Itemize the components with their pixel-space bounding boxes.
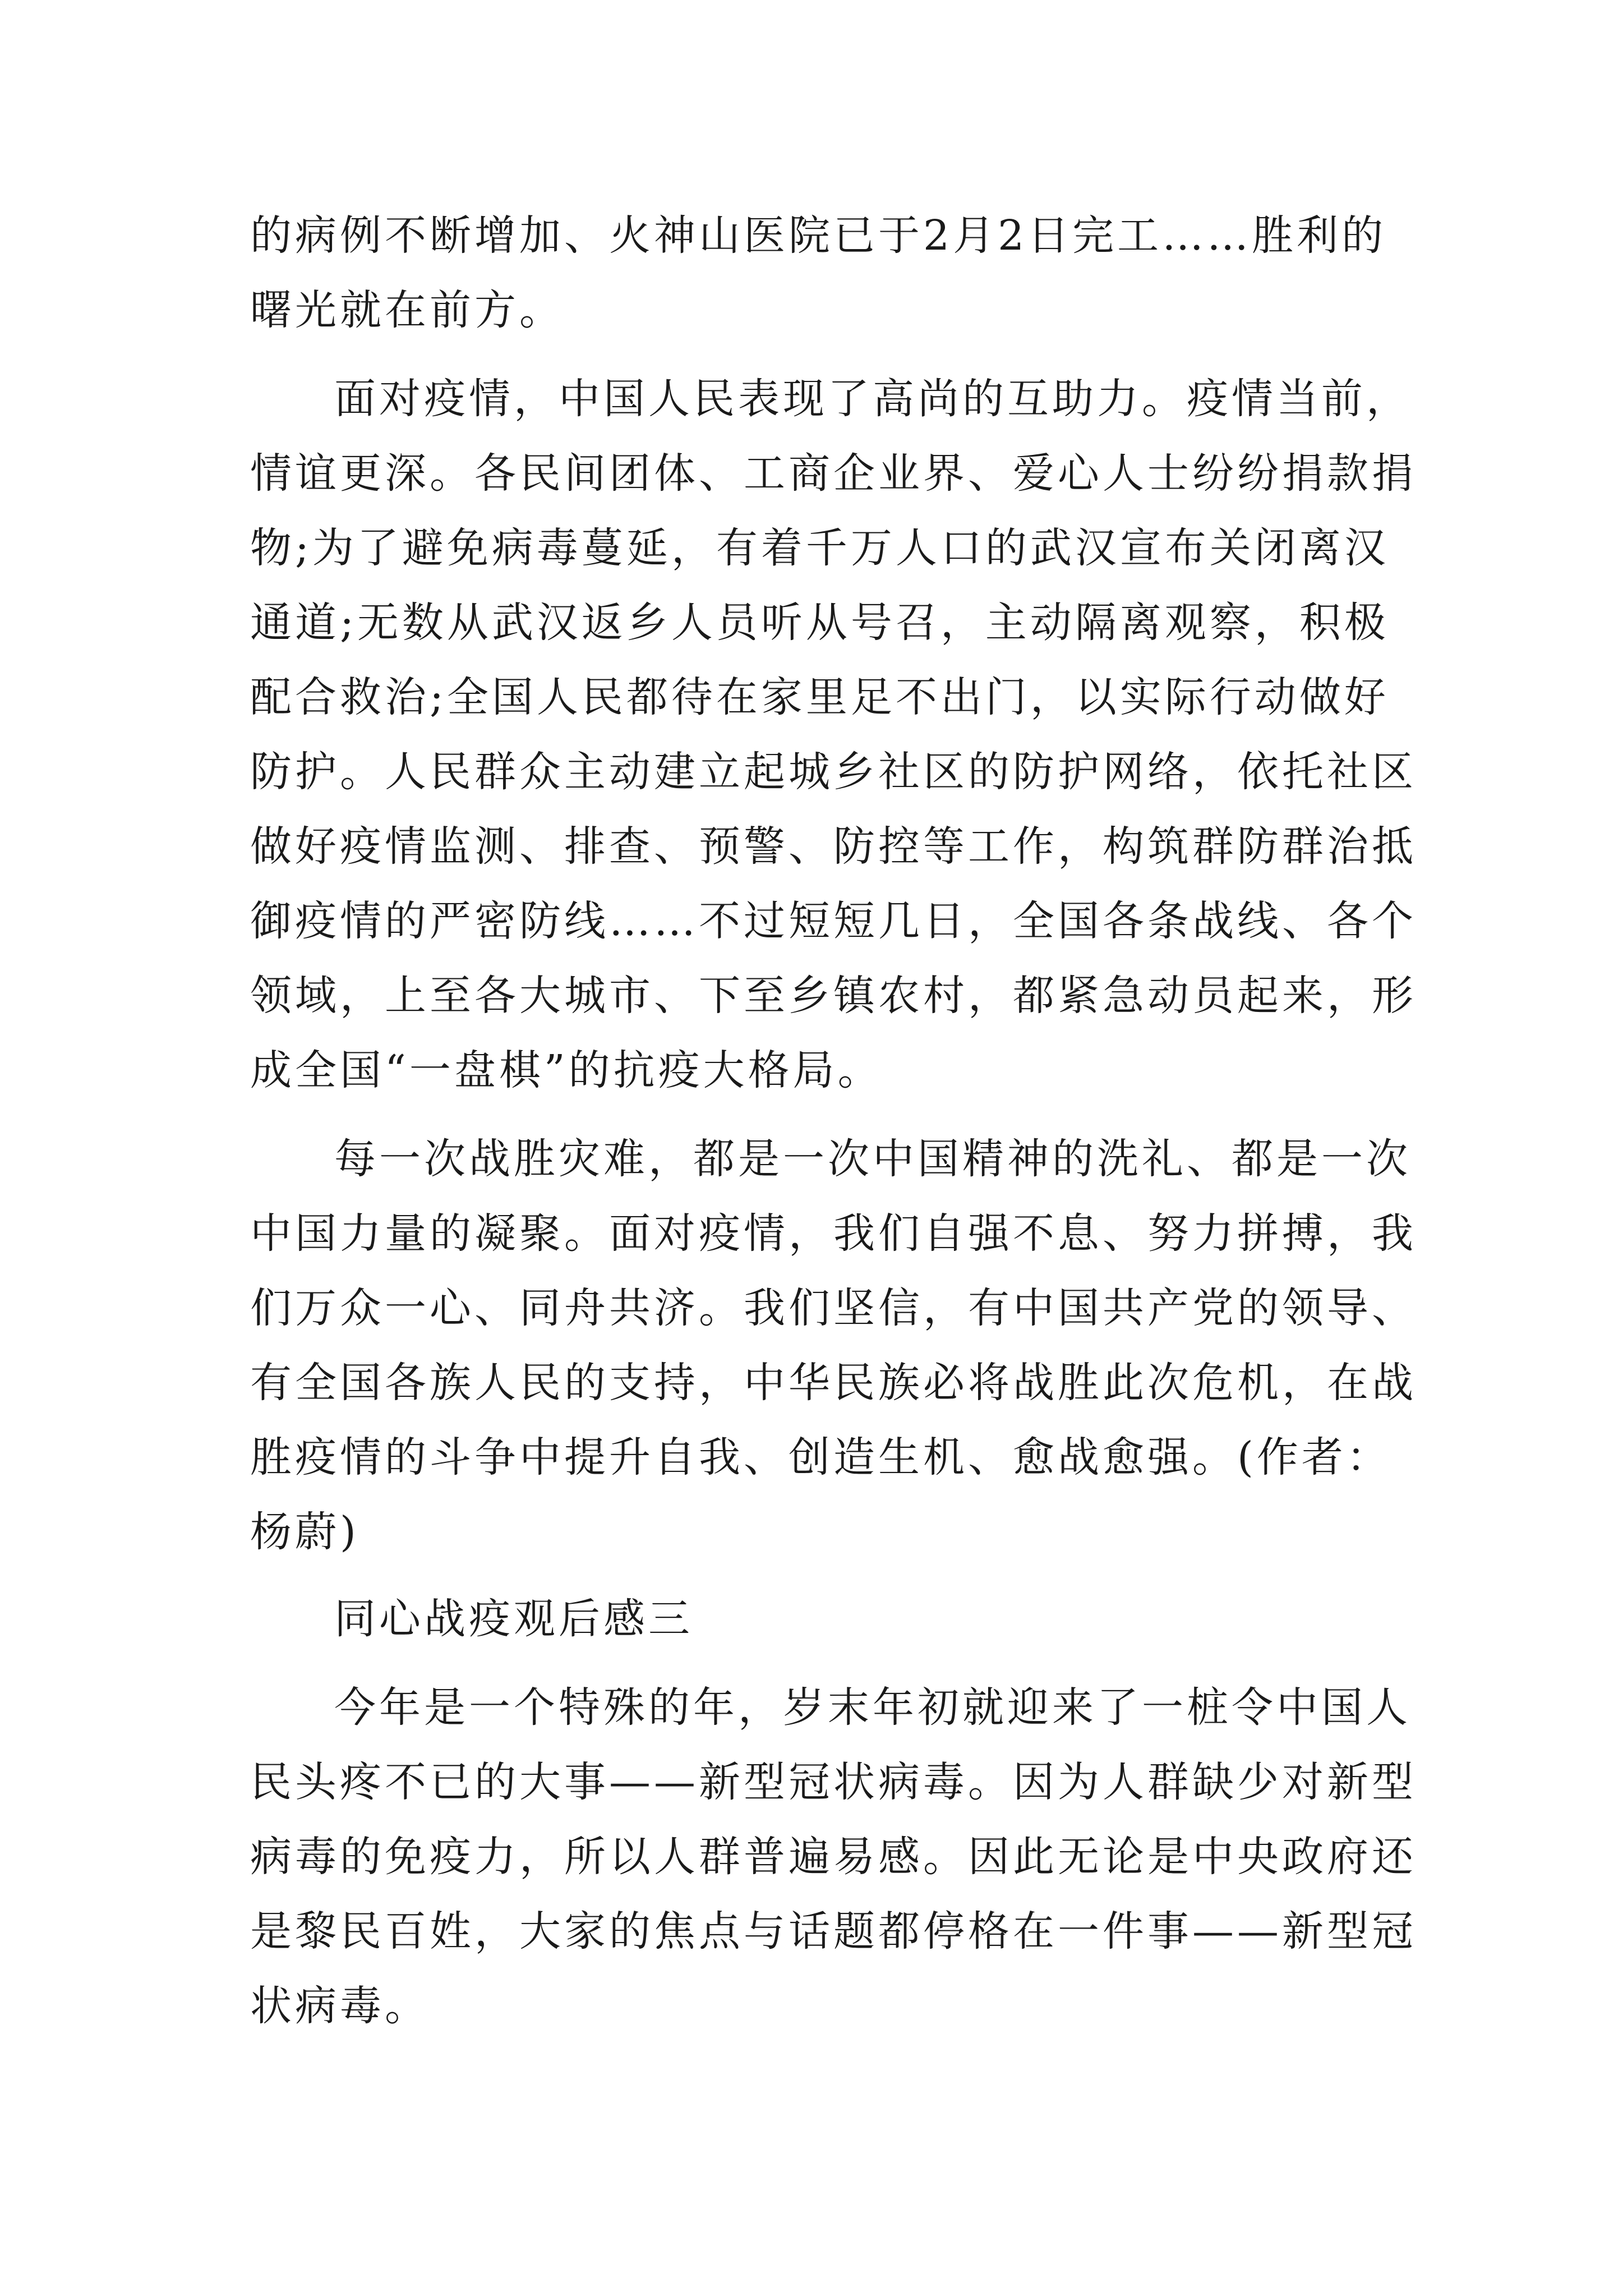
section-heading: 同心战疫观后感三 xyxy=(334,1595,693,1643)
text-line: 民头疼不已的大事——新型冠状病毒。因为人群缺少对新型 xyxy=(250,1758,1417,1806)
text-line: 的病例不断增加、火神山医院已于2月2日完工……胜利的 xyxy=(250,211,1387,260)
text-line: 成全国“一盘棋”的抗疫大格局。 xyxy=(250,1046,883,1094)
text-line: 防护。人民群众主动建立起城乡社区的防护网络，依托社区 xyxy=(250,748,1417,796)
paragraph-start-line: 今年是一个特殊的年，岁末年初就迎来了一桩令中国人 xyxy=(334,1683,1411,1732)
text-line: 物;为了避免病毒蔓延，有着千万人口的武汉宣布关闭离汉 xyxy=(250,524,1389,572)
text-line: 有全国各族人民的支持，中华民族必将战胜此次危机，在战 xyxy=(250,1359,1417,1407)
text-line: 领域，上至各大城市、下至乡镇农村，都紧急动员起来，形 xyxy=(250,972,1417,1020)
text-line: 中国力量的凝聚。面对疫情，我们自强不息、努力拼搏，我 xyxy=(250,1209,1417,1258)
text-line: 病毒的免疫力，所以人群普遍易感。因此无论是中央政府还 xyxy=(250,1833,1417,1881)
text-line: 杨蔚) xyxy=(250,1508,359,1556)
text-line: 胜疫情的斗争中提升自我、创造生机、愈战愈强。(作者： xyxy=(250,1433,1391,1481)
text-line: 配合救治;全国人民都待在家里足不出门，以实际行动做好 xyxy=(250,673,1389,721)
text-line: 曙光就在前方。 xyxy=(250,286,564,334)
text-line: 通道;无数从武汉返乡人员听从号召，主动隔离观察，积极 xyxy=(250,599,1389,647)
paragraph-start-line: 每一次战胜灾难，都是一次中国精神的洗礼、都是一次 xyxy=(334,1135,1411,1183)
text-line: 状病毒。 xyxy=(250,1982,430,2030)
text-line: 们万众一心、同舟共济。我们坚信，有中国共产党的领导、 xyxy=(250,1284,1417,1332)
paragraph-start-line: 面对疫情，中国人民表现了高尚的互助力。疫情当前， xyxy=(334,375,1411,423)
text-line: 情谊更深。各民间团体、工商企业界、爱心人士纷纷捐款捐 xyxy=(250,449,1417,498)
text-line: 是黎民百姓，大家的焦点与话题都停格在一件事——新型冠 xyxy=(250,1907,1417,1955)
text-line: 做好疫情监测、排查、预警、防控等工作，构筑群防群治抵 xyxy=(250,822,1417,871)
text-line: 御疫情的严密防线……不过短短几日，全国各条战线、各个 xyxy=(250,897,1417,945)
